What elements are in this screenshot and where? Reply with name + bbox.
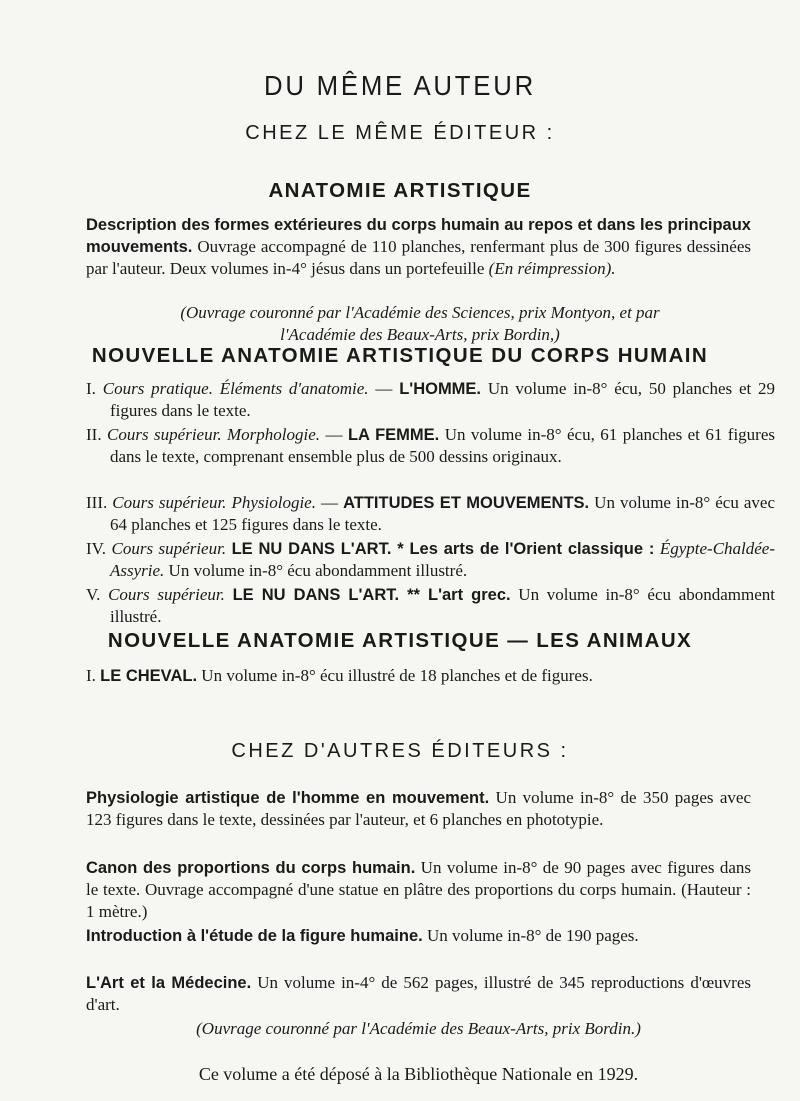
anatomie-award: (Ouvrage couronné par l'Académie des Sciences, prix Montyon, et par l'Académie des Beaux-Arts, prix Bordin,) — [180, 303, 660, 345]
list-item: III. Cours supérieur. Physiologie. — ATTITUDES ET MOUVEMENTS. Un volume in-8° écu avec 64 planches et 125 figures dans le texte. — [86, 493, 776, 535]
anatomie-reprint: (En réimpression). — [488, 259, 616, 279]
list-item: IV. Cours supérieur. LE NU DANS L'ART. * Les arts de l'Orient classique : Égypte-Chaldée-Assyrie. Un volume in-8° écu abondamment illustré. — [86, 539, 776, 581]
anatomie-description — [86, 214, 751, 281]
nouvelle-animaux-heading: NOUVELLE ANATOMIE ARTISTIQUE — LES ANIMAUX — [107, 629, 693, 652]
other-publishers-heading: CHEZ D'AUTRES ÉDITEURS : — [231, 740, 569, 762]
list-item: I. Cours pratique. Éléments d'anatomie. — L'HOMME. Un volume in-8° écu, 50 planches et 29 figures dans le texte. — [86, 379, 776, 421]
other-work: L'Art et la Médecine. Un volume in-4° de 562 pages, illustré de 345 reproductions d'œuvres d'art. — [86, 973, 752, 1015]
other-work: Canon des proportions du corps humain. Un volume in-8° de 90 pages avec figures dans le texte. Ouvrage accompagné d'une statue en plâtre des proportions du corps humain. (Hauteur : 1 mètre.) — [86, 858, 751, 922]
deposit-note: Ce volume a été déposé à la Bibliothèque Nationale en 1929. — [198, 1064, 639, 1084]
other-work: Introduction à l'étude de la figure humaine. Un volume in-8° de 190 pages. — [86, 926, 639, 945]
anatomie-title: Description des formes extérieures du corps humain au repos et dans les principaux mouvements. — [86, 216, 751, 257]
anatomie-desc: Ouvrage accompagné de 110 planches, renfermant plus de 300 figures dessinées par l'auteur. Deux volumes in-4° jésus dans un portefeuille — [86, 237, 751, 279]
list-item: V. Cours supérieur. LE NU DANS L'ART. ** L'art grec. Un volume in-8° écu abondamment illustré. — [86, 585, 776, 627]
same-publisher-heading: CHEZ LE MÊME ÉDITEUR : — [245, 122, 555, 144]
other-work: Physiologie artistique de l'homme en mouvement. Un volume in-8° de 350 pages avec 123 figures dans le texte, dessinées par l'auteur, et 6 planches en phototypie. — [86, 788, 751, 830]
anatomie-heading: ANATOMIE ARTISTIQUE — [268, 179, 532, 202]
main-heading: DU MÊME AUTEUR — [264, 70, 536, 101]
nouvelle-corps-heading: NOUVELLE ANATOMIE ARTISTIQUE DU CORPS HUMAIN — [91, 344, 709, 367]
animaux-item: I. LE CHEVAL. Un volume in-8° écu illustré de 18 planches et de figures. — [86, 666, 593, 685]
list-item: II. Cours supérieur. Morphologie. — LA FEMME. Un volume in-8° écu, 61 planches et 61 figures dans le texte, comprenant ensemble plus de 500 dessins originaux. — [86, 425, 776, 467]
others-award: (Ouvrage couronné par l'Académie des Beaux-Arts, prix Bordin.) — [196, 1019, 641, 1038]
